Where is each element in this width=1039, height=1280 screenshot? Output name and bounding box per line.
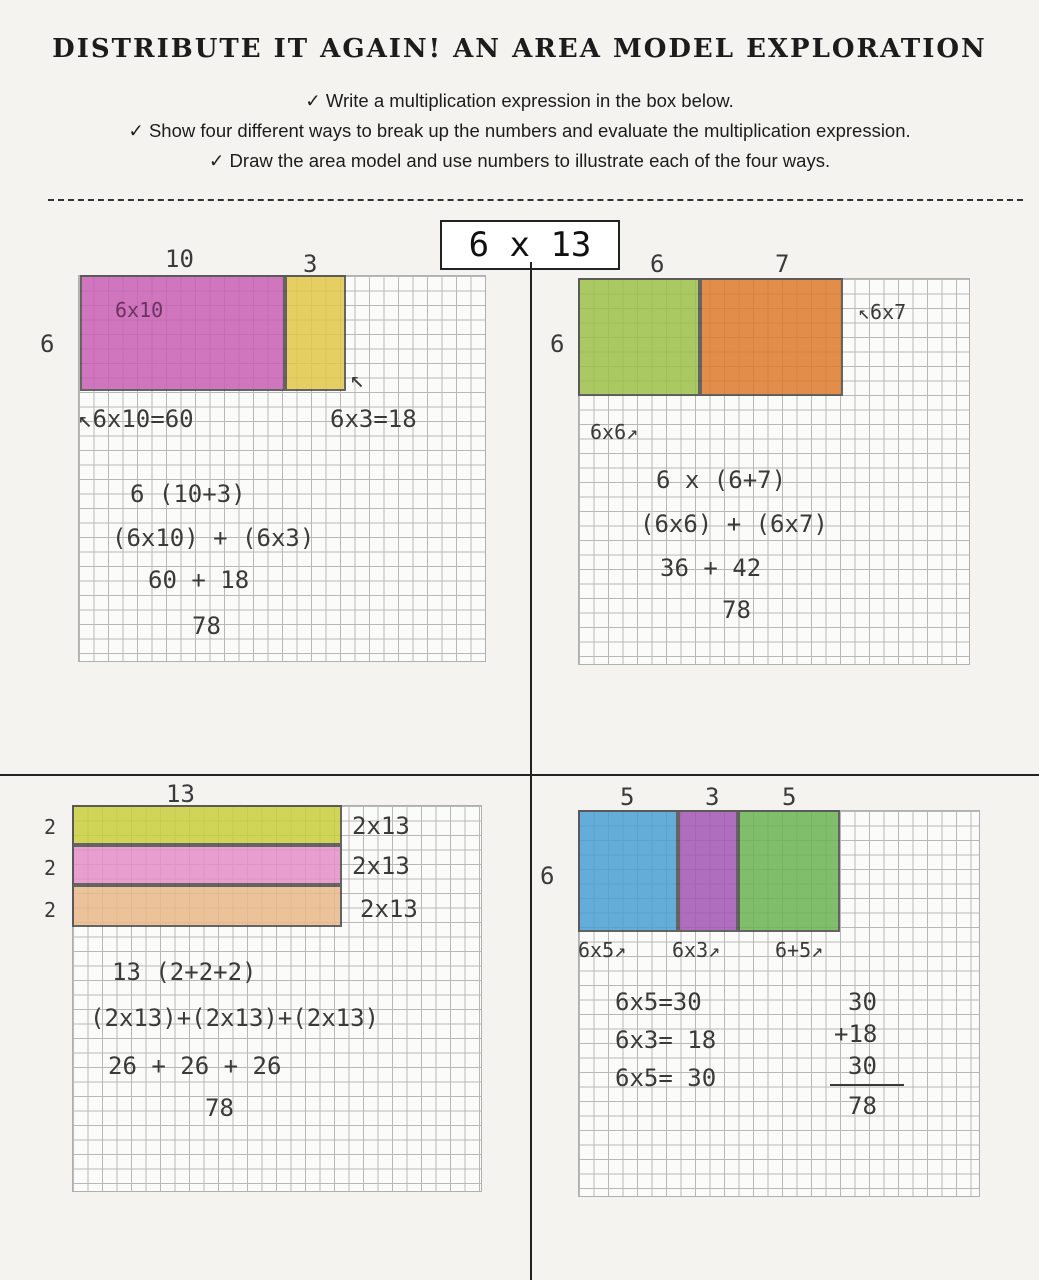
area-6x3	[285, 275, 346, 391]
below-label-3: 6+5↗	[775, 938, 824, 962]
top-label-13: 13	[166, 780, 195, 808]
row-3	[72, 885, 342, 927]
page-title: DISTRIBUTE IT AGAIN! AN AREA MODEL EXPLORATION	[52, 34, 987, 64]
top-label-5a: 5	[620, 783, 635, 811]
step-1: 6 x (6+7)	[656, 466, 787, 494]
vertical-divider	[530, 262, 532, 1280]
step-3: 26 + 26 + 26	[108, 1052, 282, 1080]
top-label-3: 3	[705, 783, 720, 811]
step-3: 60 + 18	[148, 566, 250, 594]
step-2: (6x6) + (6x7)	[640, 510, 828, 538]
right-label: ↖6x7	[858, 300, 907, 324]
right-label-3: 2x13	[360, 895, 418, 923]
expression-text: 6 x 13	[468, 225, 592, 265]
top-label-5b: 5	[782, 783, 797, 811]
row-2	[72, 845, 342, 885]
row-1	[72, 805, 342, 845]
horizontal-divider	[0, 774, 1039, 776]
area-6x6	[578, 278, 700, 396]
dashed-divider	[48, 199, 1023, 201]
sum-3: 30	[848, 1052, 877, 1080]
side-label-1: 2	[44, 815, 57, 839]
area-6x5-right	[738, 810, 840, 932]
step-2: (6x10) + (6x3)	[112, 524, 315, 552]
top-label-6: 6	[650, 250, 665, 278]
step-2: (2x13)+(2x13)+(2x13)	[90, 1004, 379, 1032]
step-4: 78	[205, 1094, 234, 1122]
step-3: 36 + 42	[660, 554, 762, 582]
sum-2: +18	[834, 1020, 878, 1048]
right-label-2: 2x13	[352, 852, 410, 880]
equation-3: 6x5= 30	[615, 1064, 717, 1092]
right-label-1: 2x13	[352, 812, 410, 840]
below-right-label: 6x3=18	[330, 405, 417, 433]
below-left-label: 6x6↗	[590, 420, 639, 444]
below-left-label: ↖6x10=60	[78, 405, 194, 433]
step-4: 78	[192, 612, 221, 640]
area-6x7	[700, 278, 843, 396]
area-6x10	[80, 275, 285, 391]
top-label-3: 3	[303, 250, 318, 278]
side-label-3: 2	[44, 898, 57, 922]
below-label-2: 6x3↗	[672, 938, 721, 962]
inner-label: 6x10	[115, 298, 164, 322]
side-label-2: 2	[44, 856, 57, 880]
below-label-1: 6x5↗	[578, 938, 627, 962]
equation-1: 6x5=30	[615, 988, 702, 1016]
top-label-7: 7	[775, 250, 790, 278]
area-6x3	[678, 810, 738, 932]
step-1: 13 (2+2+2)	[112, 958, 257, 986]
step-1: 6 (10+3)	[130, 480, 246, 508]
arrow-mark: ↖	[350, 365, 365, 393]
side-label-6: 6	[540, 862, 555, 890]
top-label-10: 10	[165, 245, 194, 273]
side-label-6: 6	[550, 330, 565, 358]
instruction-3: ✓ Draw the area model and use numbers to illustrate each of the four ways.	[208, 150, 831, 171]
instruction-2: ✓ Show four different ways to break up the numbers and evaluate the multiplication expression.	[128, 120, 911, 141]
equation-2: 6x3= 18	[615, 1026, 717, 1054]
side-label-6: 6	[40, 330, 55, 358]
instruction-1: ✓ Write a multiplication expression in the box below.	[305, 90, 734, 111]
step-4: 78	[722, 596, 751, 624]
sum-line	[830, 1084, 904, 1086]
sum-1: 30	[848, 988, 877, 1016]
sum-total: 78	[848, 1092, 877, 1120]
area-6x5-left	[578, 810, 678, 932]
